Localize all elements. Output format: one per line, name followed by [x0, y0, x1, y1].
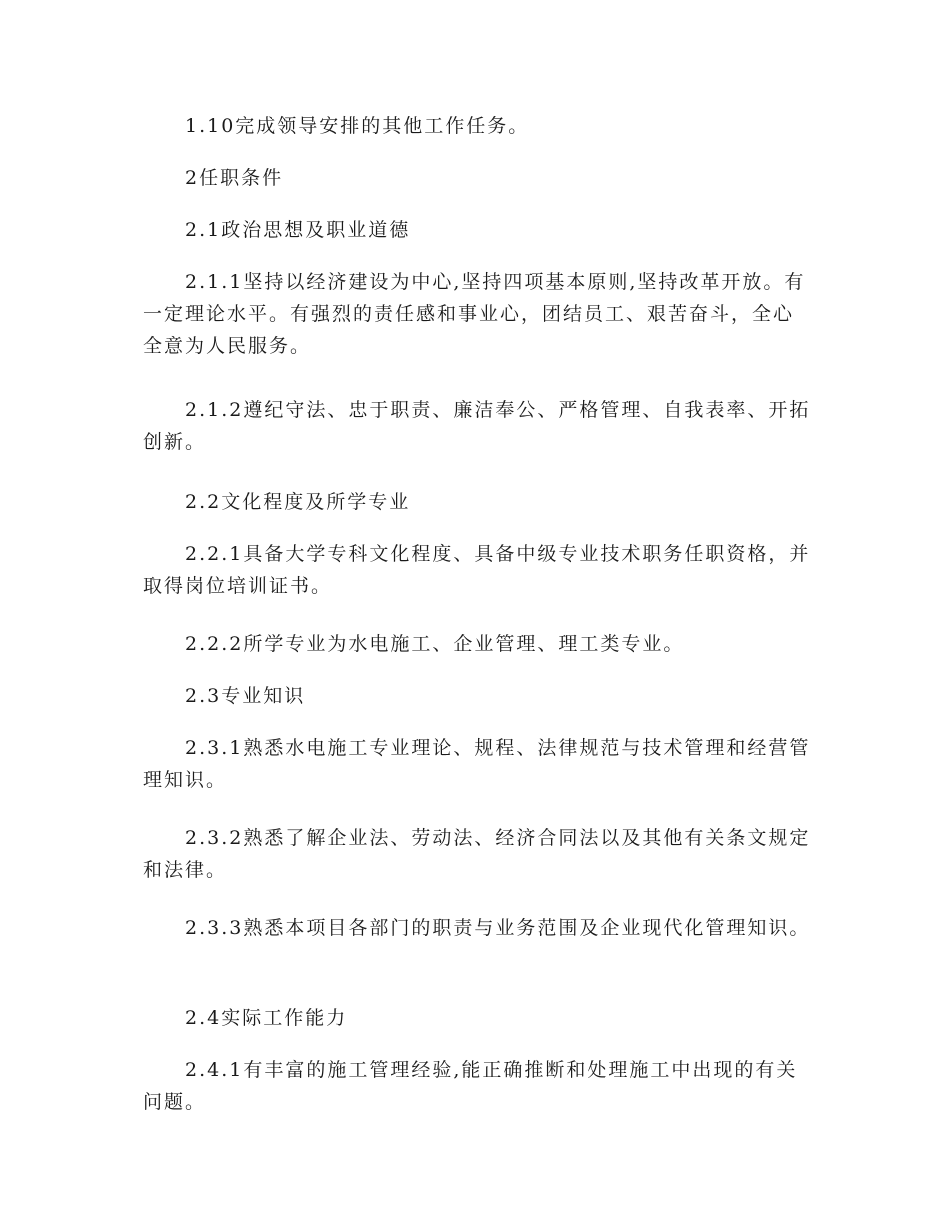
paragraph-1-10: 1.10完成领导安排的其他工作任务。 — [185, 115, 530, 137]
paragraph-2-1-2: 2.1.2遵纪守法、忠于职责、廉洁奉公、严格管理、自我表率、开拓创新。 — [143, 399, 811, 453]
paragraph-2-3-2: 2.3.2熟悉了解企业法、劳动法、经济合同法以及其他有关条文规定和法律。 — [143, 827, 811, 881]
heading-2: 2任职条件 — [185, 167, 284, 189]
paragraph-2-1-1: 2.1.1坚持以经济建设为中心,坚持四项基本原则,坚持改革开放。有一定理论水平。有强烈的责任感和事业心，团结员工、艰苦奋斗，全心全意为人民服务。 — [143, 271, 806, 357]
heading-2-1: 2.1政治思想及职业道德 — [185, 219, 411, 241]
heading-2-3: 2.3专业知识 — [185, 685, 306, 707]
heading-2-2: 2.2文化程度及所学专业 — [185, 491, 411, 513]
heading-2-4: 2.4实际工作能力 — [185, 1007, 348, 1029]
paragraph-2-2-2: 2.2.2所学专业为水电施工、企业管理、理工类专业。 — [185, 633, 685, 655]
paragraph-2-3-1: 2.3.1熟悉水电施工专业理论、规程、法律规范与技术管理和经营管理知识。 — [143, 737, 811, 791]
paragraph-2-3-3: 2.3.3熟悉本项目各部门的职责与业务范围及企业现代化管理知识。 — [185, 917, 811, 939]
paragraph-2-4-1: 2.4.1有丰富的施工管理经验,能正确推断和处理施工中出现的有关问题。 — [143, 1059, 798, 1113]
paragraph-2-2-1: 2.2.1具备大学专科文化程度、具备中级专业技术职务任职资格，并取得岗位培训证书。 — [143, 543, 811, 597]
